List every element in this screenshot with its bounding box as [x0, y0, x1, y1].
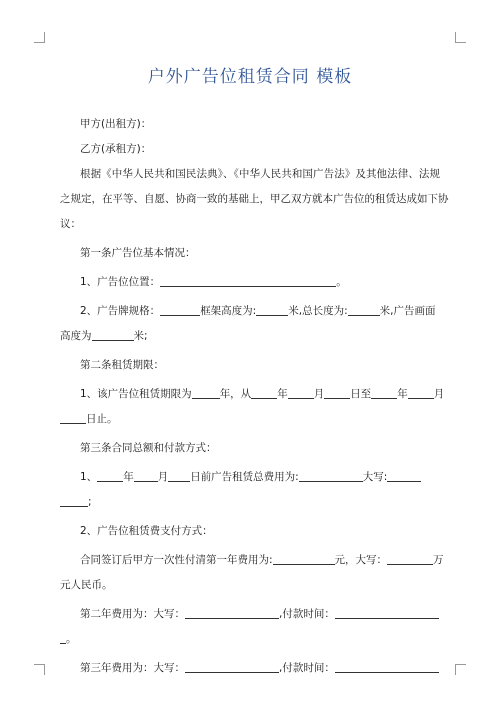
- article-2-term-cont: [60, 407, 440, 432]
- end-year-blank[interactable]: [371, 386, 397, 399]
- end-day-blank[interactable]: [60, 411, 86, 424]
- first-year-payment: [60, 548, 444, 573]
- first-year-payment-cont: 元人民币。: [60, 579, 113, 591]
- article-3-item-1: [60, 465, 440, 490]
- start-month-blank[interactable]: [288, 386, 314, 399]
- article-2-title: 第二条租赁期限：: [80, 359, 164, 371]
- intro-line-2: 之规定，在平等、自愿、协商一致的基础上，甲乙双方就本广告位的租赁达成如下协: [60, 193, 449, 205]
- start-year-blank[interactable]: [251, 386, 277, 399]
- article-3-title: 第三条合同总额和付款方式：: [80, 442, 217, 454]
- intro-line-1: 根据《中华人民共和国民法典》、《中华人民共和国广告法》及其他法律、法规: [80, 168, 440, 180]
- total-fee-caps-label: 大写:: [362, 471, 388, 483]
- second-year-payment: [60, 602, 440, 627]
- item-2-label: 2、广告牌规格：: [80, 305, 161, 317]
- first-year-caps-label: 元，大写：: [334, 554, 388, 566]
- article-2-term: [60, 382, 445, 407]
- end-year-label: 年: [397, 388, 408, 400]
- total-length-label: 米,总长度为:: [288, 305, 348, 317]
- due-day-blank[interactable]: [168, 469, 190, 482]
- document-body: [60, 112, 449, 681]
- second-year-time-blank[interactable]: [335, 606, 439, 619]
- total-fee-blank[interactable]: [299, 469, 363, 482]
- crop-mark-top-right: [455, 32, 466, 43]
- article-1-item-2: [60, 299, 440, 324]
- start-day-label: 日至: [350, 388, 372, 400]
- total-fee-caps-blank-cont[interactable]: [60, 494, 88, 507]
- second-year-caps-blank[interactable]: [185, 606, 279, 619]
- end-month-label: 月: [433, 388, 445, 400]
- end-day-label: 日止。: [86, 413, 118, 425]
- first-year-label: 合同签订后甲方一次性付清第一年费用为:: [80, 554, 273, 566]
- due-month-label: 月: [157, 471, 169, 483]
- start-month-label: 月: [313, 388, 325, 400]
- second-year-time-label: ,付款时间：: [279, 608, 335, 620]
- total-fee-label: 日前广告租赁总费用为:: [190, 471, 299, 483]
- party-a-line: 甲方(出租方)：: [80, 118, 152, 130]
- third-year-time-blank[interactable]: [335, 660, 439, 673]
- term-from: 年，从: [219, 388, 252, 400]
- term-label: 1、该广告位租赁期限为: [80, 388, 192, 400]
- second-year-label: 第二年费用为：大写：: [80, 608, 185, 620]
- third-year-label: 第三年费用为：大写：: [80, 662, 185, 674]
- location-blank[interactable]: [160, 274, 336, 287]
- total-length-blank[interactable]: [348, 303, 380, 316]
- second-year-payment-cont: [60, 627, 440, 652]
- start-year-label: 年: [277, 388, 288, 400]
- ad-height-prefix: 高度为: [60, 330, 92, 342]
- article-1-item-2-cont: [60, 324, 440, 349]
- due-month-blank[interactable]: [134, 469, 158, 482]
- total-fee-end: ;: [88, 496, 92, 508]
- ad-height-label: 米,广告画面: [379, 305, 436, 317]
- first-year-amount-blank[interactable]: [273, 552, 335, 565]
- article-3-item-2: 2、广告位租赁费支付方式：: [80, 525, 213, 537]
- third-year-time-label: ,付款时间：: [279, 662, 335, 674]
- start-day-blank[interactable]: [324, 386, 350, 399]
- second-year-end: 。: [66, 633, 77, 645]
- due-year-label: 年: [123, 471, 134, 483]
- art3-item-1-label: 1、: [80, 471, 98, 483]
- total-fee-caps-blank[interactable]: [387, 469, 421, 482]
- ad-height-unit: 米;: [133, 330, 148, 342]
- third-year-caps-blank[interactable]: [185, 660, 279, 673]
- frame-height-blank[interactable]: [256, 303, 288, 316]
- due-year-blank[interactable]: [97, 469, 123, 482]
- crop-mark-bottom-left: [34, 664, 45, 675]
- article-1-item-1: [60, 270, 440, 295]
- third-year-payment: [60, 656, 440, 681]
- article-3-item-1-cont: [60, 490, 440, 515]
- document-title: 户外广告位租赁合同 模板: [147, 67, 353, 87]
- first-year-caps-blank[interactable]: [387, 552, 433, 565]
- article-1-title: 第一条广告位基本情况：: [80, 247, 196, 259]
- item-1-label: 1、广告位位置：: [80, 276, 161, 288]
- crop-mark-bottom-right: [455, 664, 466, 675]
- term-years-blank[interactable]: [192, 386, 220, 399]
- intro-line-3: 议：: [60, 218, 81, 230]
- party-b-line: 乙方(承租方)：: [80, 143, 152, 155]
- crop-mark-top-left: [34, 32, 45, 43]
- ad-height-blank[interactable]: [92, 328, 134, 341]
- end-month-blank[interactable]: [408, 386, 434, 399]
- frame-height-label: 框架高度为:: [200, 305, 257, 317]
- wan-unit: 万: [433, 554, 444, 566]
- item-1-suffix: 。: [336, 276, 347, 288]
- spec-blank[interactable]: [160, 303, 200, 316]
